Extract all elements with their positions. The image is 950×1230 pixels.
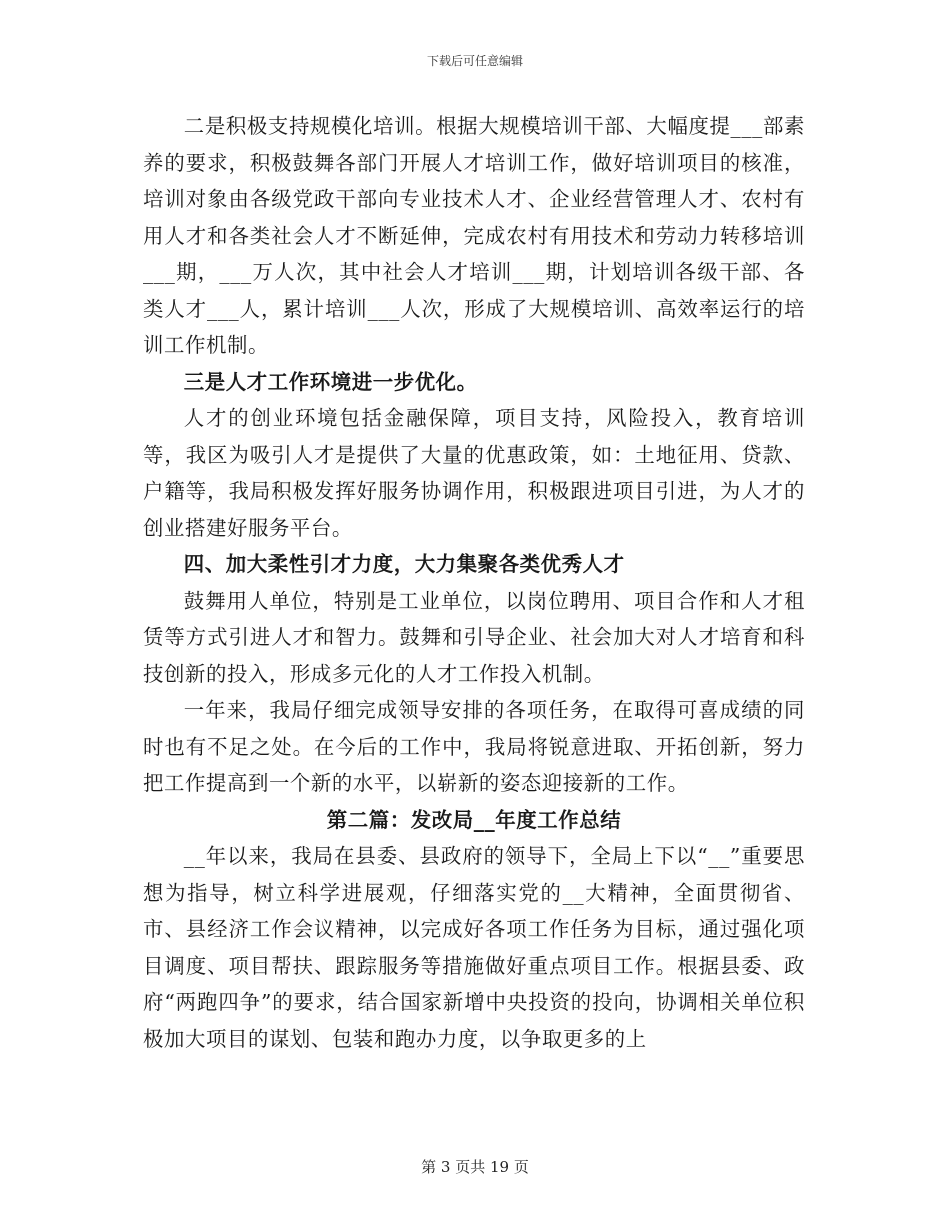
paragraph-flexible-talent: 鼓舞用人单位，特别是工业单位，以岗位聘用、项目合作和人才租赁等方式引进人才和智力。鼓舞和引导企业、社会加大对人才培育和科技创新的投入，形成多元化的人才工作投入机制。	[143, 588, 805, 686]
paragraph-year-summary: 一年来，我局仔细完成领导安排的各项任务，在取得可喜成绩的同时也有不足之处。在今后的工作中，我局将锐意进取、开拓创新，努力把工作提高到一个新的水平，以崭新的姿态迎接新的工作。	[143, 698, 805, 795]
document-body	[143, 108, 805, 1057]
paragraph-section-intro: __年以来，我局在县委、县政府的领导下，全局上下以“__”重要思想为指导，树立科学进展观，仔细落实党的__大精神，全面贯彻省、市、县经济工作会议精神，以完成好各项工作任务为目标，通过强化项目调度、项目帮扶、跟踪服务等措施做好重点项目工作。根据县委、政府“两跑四争”的要求，结合国家新增中央投资的投向，协调相关单位积极加大项目的谋划、包装和跑办力度，以争取更多的上	[143, 844, 805, 1051]
page-header: 下载后可任意编辑	[426, 54, 523, 68]
paragraph-environment: 人才的创业环境包括金融保障，项目支持，风险投入，教育培训等，我区为吸引人才是提供了大量的优惠政策，如：土地征用、贷款、户籍等，我局积极发挥好服务协调作用，积极跟进项目引进，为人才的创业搭建好服务平台。	[143, 406, 805, 540]
page-number: 第 3 页共 19 页	[421, 1158, 529, 1176]
heading-flexible-talent: 四、加大柔性引才力度，大力集聚各类优秀人才	[183, 552, 625, 576]
paragraph-training: 二是积极支持规模化培训。根据大规模培训干部、大幅度提___部素养的要求，积极鼓舞各部门开展人才培训工作，做好培训项目的核准，培训对象由各级党政干部向专业技术人才、企业经营管理人才、农村有用人才和各类社会人才不断延伸，完成农村有用技术和劳动力转移培训___期，___万人次，其中社会人才培训___期，计划培训各级干部、各类人才___人，累计培训___人次，形成了大规模培训、高效率运行的培训工作机制。	[143, 114, 805, 357]
heading-environment: 三是人才工作环境进一步优化。	[183, 369, 478, 394]
section-title: 第二篇：发改局__年度工作总结	[326, 807, 622, 832]
